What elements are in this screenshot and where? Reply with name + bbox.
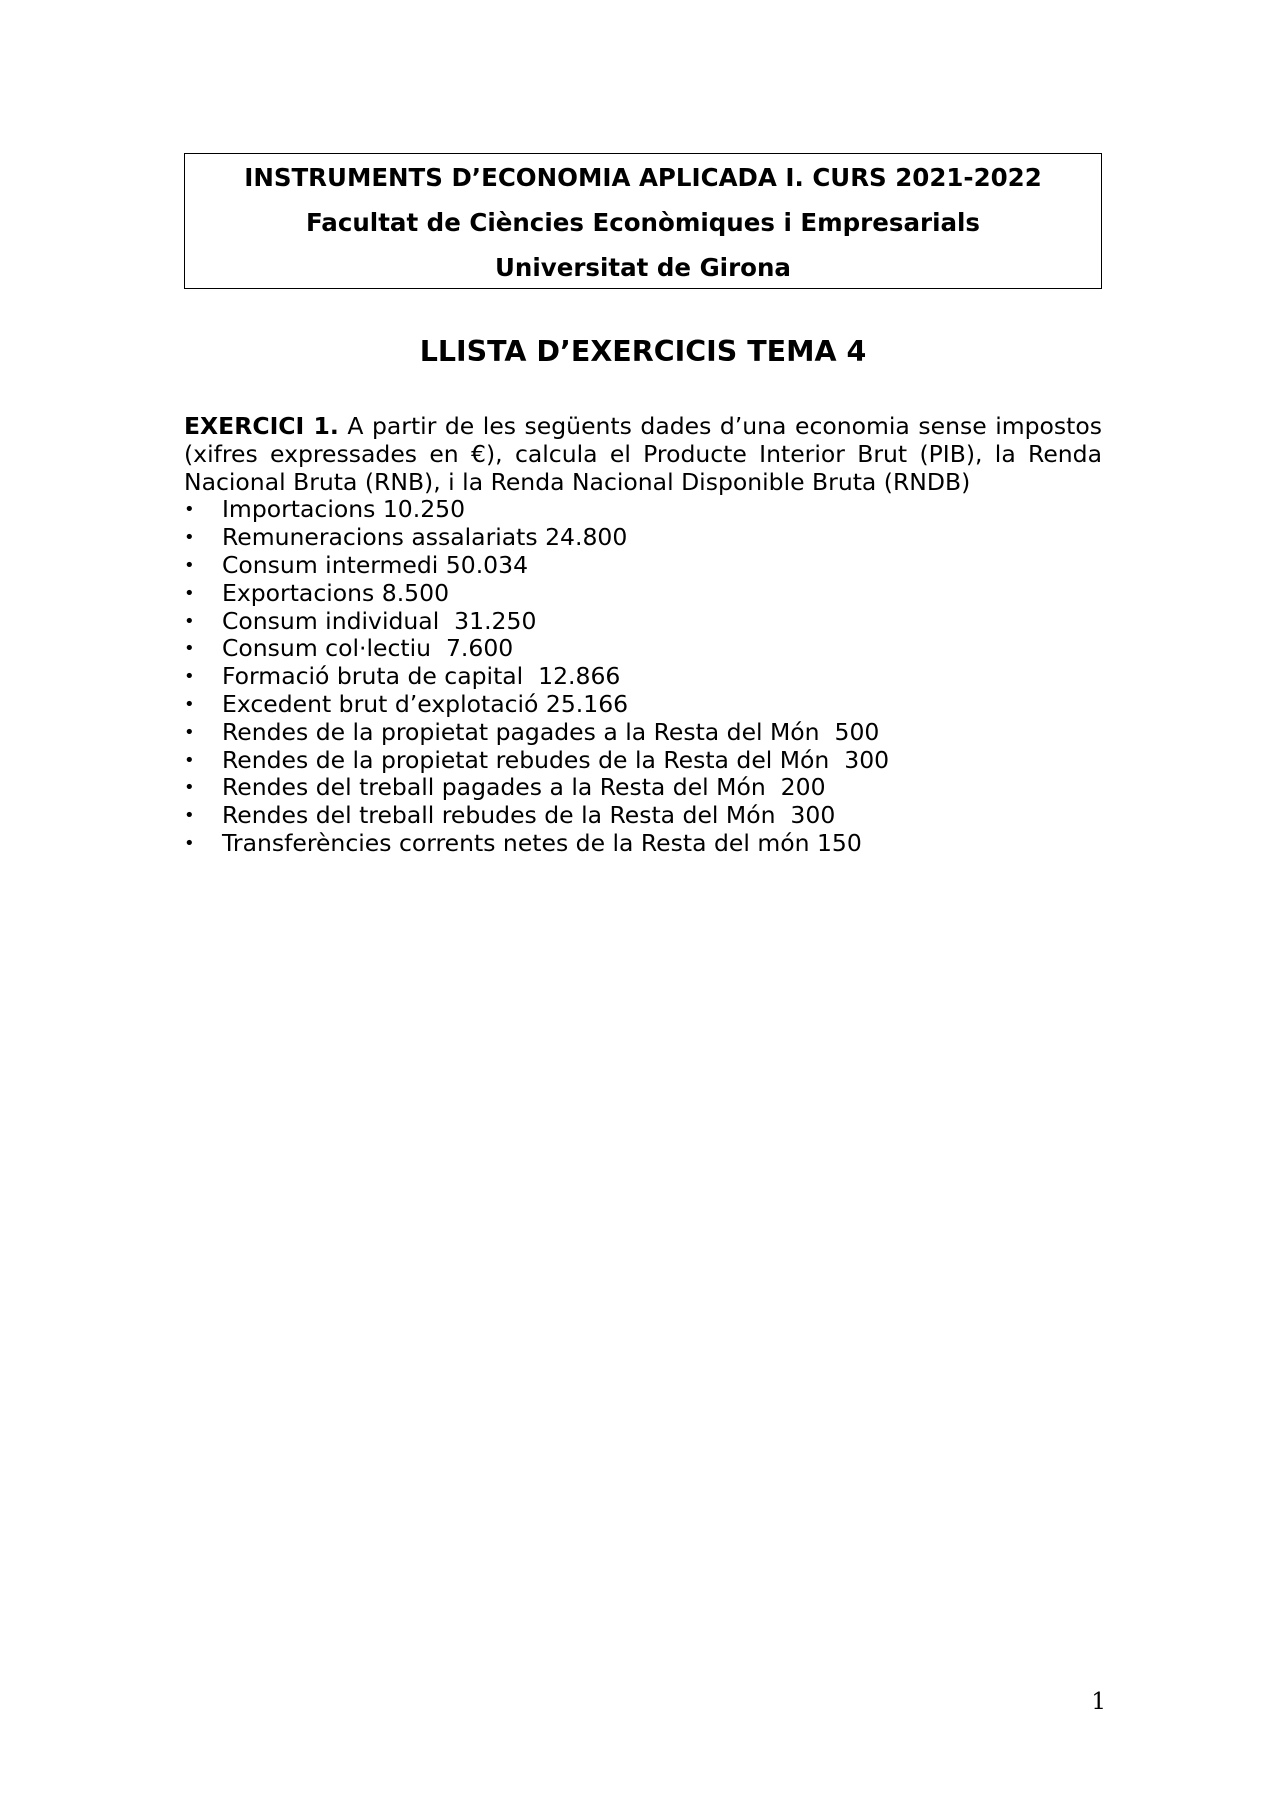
bullet-icon: •: [184, 554, 195, 576]
list-item: [184, 691, 1102, 719]
bullet-icon: •: [184, 832, 195, 854]
list-item: [184, 496, 1102, 524]
list-item-text: Rendes del treball rebudes de la Resta del Món 300: [222, 801, 836, 830]
list-item-text: Remuneracions assalariats 24.800: [222, 523, 628, 552]
list-item: [184, 830, 1102, 858]
page-number: 1: [1091, 1689, 1106, 1715]
list-item: [184, 719, 1102, 747]
bullet-icon: •: [184, 721, 195, 743]
list-item-text: Exportacions 8.500: [222, 578, 450, 607]
list-item: [184, 635, 1102, 663]
list-item-text: Consum col·lectiu 7.600: [222, 634, 514, 663]
list-item: [184, 747, 1102, 775]
exercise-statement: [184, 413, 1102, 496]
list-item-text: Rendes de la propietat rebudes de la Resta del Món 300: [222, 745, 890, 774]
bullet-icon: •: [184, 666, 195, 688]
list-item-text: Importacions 10.250: [222, 495, 466, 524]
list-item: [184, 552, 1102, 580]
bullet-icon: •: [184, 527, 195, 549]
list-item-text: Consum individual 31.250: [222, 606, 537, 635]
exercise-1: [184, 413, 1102, 858]
list-item-text: Rendes de la propietat pagades a la Resta del Món 500: [222, 717, 880, 746]
list-item: [184, 524, 1102, 552]
list-item-text: Excedent brut d’explotació 25.166: [222, 689, 629, 718]
exercise-statement-text: A partir de les següents dades d’una economia sense impostos (xifres expressades en €), calcula el Producte Interior Brut (PIB), la Renda Nacional Bruta (RNB), i la Renda Nacional Disponible Bruta (RNDB): [184, 412, 1102, 496]
bullet-icon: •: [184, 638, 195, 660]
course-title: INSTRUMENTS D’ECONOMIA APLICADA I. CURS 2021-2022: [244, 163, 1042, 192]
data-item-list: [184, 496, 1102, 857]
page-title: LLISTA D’EXERCICIS TEMA 4: [419, 335, 867, 368]
list-item-text: Transferències corrents netes de la Resta del món 150: [222, 828, 862, 857]
list-item-text: Formació bruta de capital 12.866: [222, 662, 621, 691]
bullet-icon: •: [184, 805, 195, 827]
faculty-name: Facultat de Ciències Econòmiques i Empresarials: [306, 208, 980, 237]
list-item-text: Consum intermedi 50.034: [222, 550, 529, 579]
bullet-icon: •: [184, 582, 195, 604]
course-header-box: [184, 153, 1102, 289]
exercise-label: EXERCICI 1.: [184, 412, 339, 440]
bullet-icon: •: [184, 610, 195, 632]
bullet-icon: •: [184, 777, 195, 799]
list-item: [184, 663, 1102, 691]
university-name: Universitat de Girona: [495, 253, 791, 282]
list-item: [184, 608, 1102, 636]
list-item-text: Rendes del treball pagades a la Resta del Món 200: [222, 773, 826, 802]
list-item: [184, 802, 1102, 830]
bullet-icon: •: [184, 693, 195, 715]
bullet-icon: •: [184, 749, 195, 771]
list-item: [184, 580, 1102, 608]
list-item: [184, 774, 1102, 802]
bullet-icon: •: [184, 499, 195, 521]
